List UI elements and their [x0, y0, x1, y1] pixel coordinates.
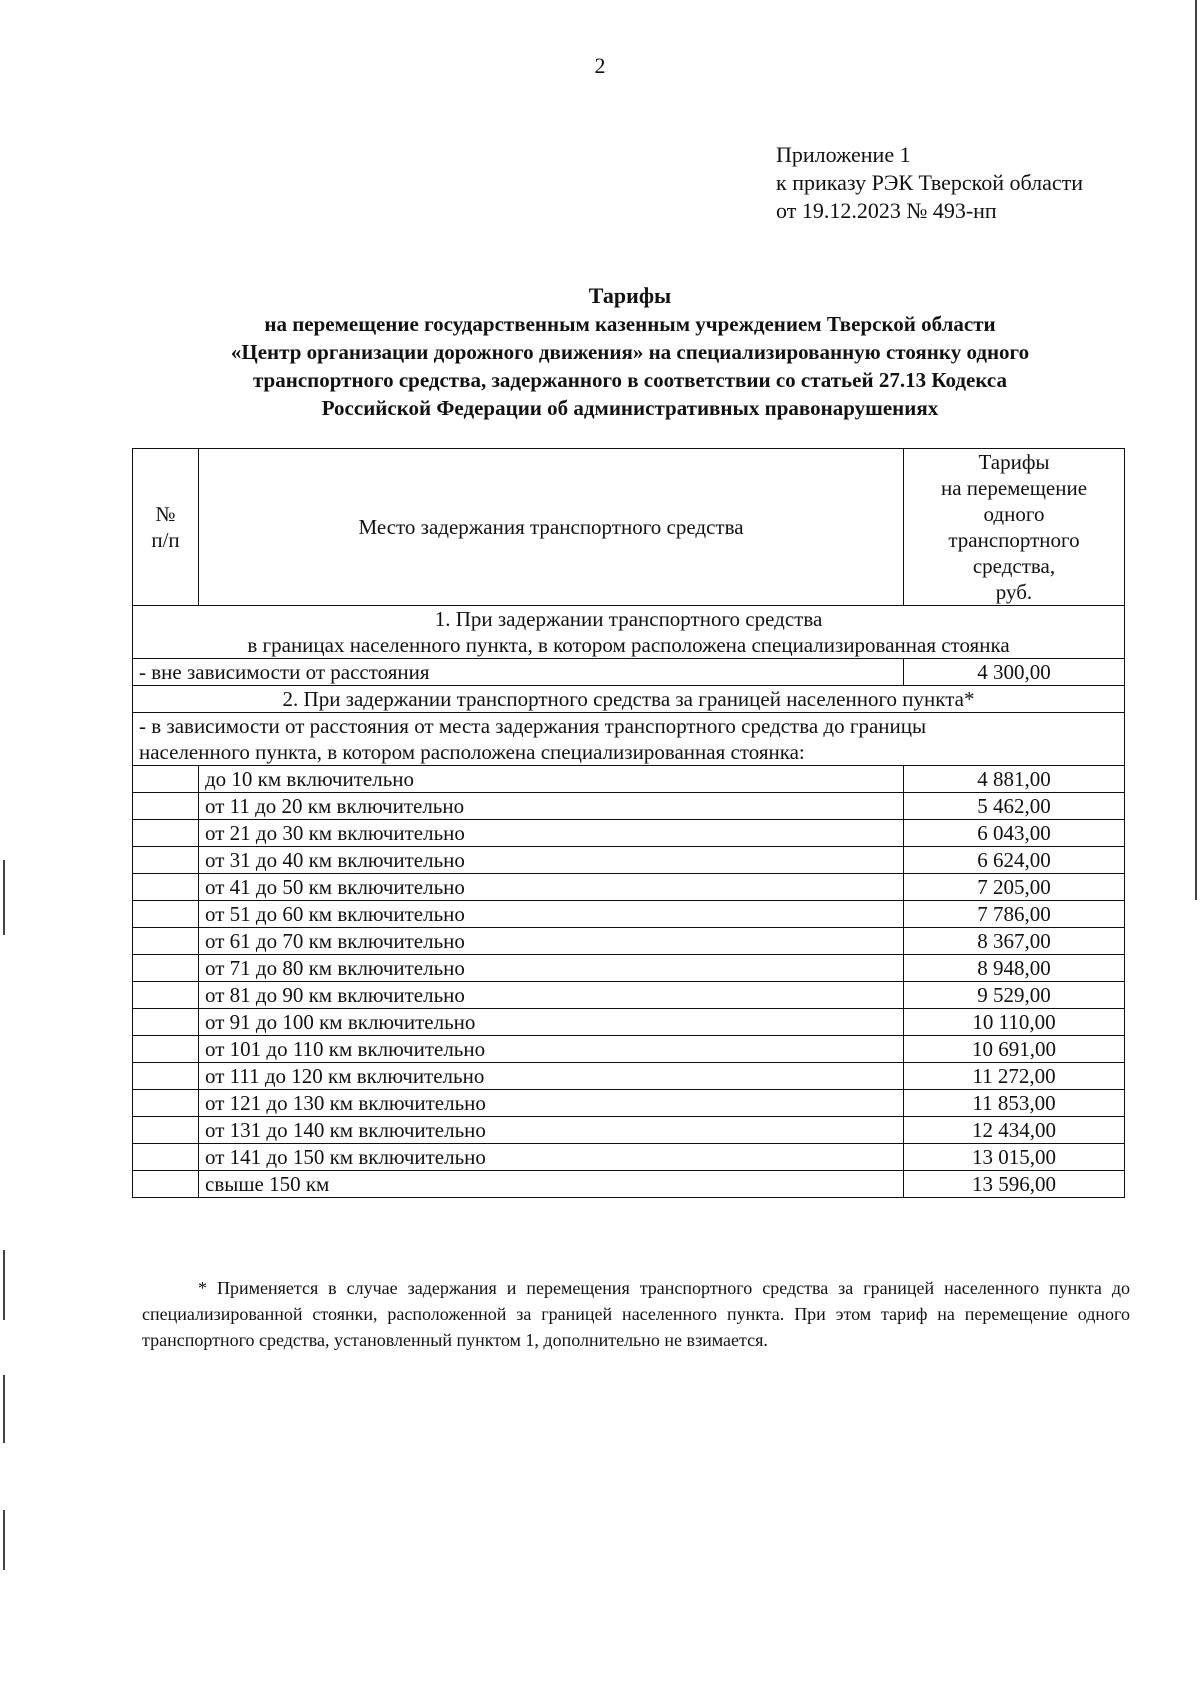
row-tariff-value: 11 272,00	[904, 1063, 1125, 1090]
row-distance-label: от 91 до 100 км включительно	[199, 1009, 904, 1036]
header-number	[133, 449, 199, 606]
section-2-note-line-1: - в зависимости от расстояния от места задержания транспортного средства до границы	[139, 714, 927, 738]
scan-edge-mark	[3, 860, 5, 935]
table-row	[133, 1036, 1125, 1063]
row-distance-label: до 10 км включительно	[199, 766, 904, 793]
table-row	[133, 1063, 1125, 1090]
row-distance-label: от 111 до 120 км включительно	[199, 1063, 904, 1090]
appendix-line-2: к приказу РЭК Тверской области	[776, 170, 1084, 195]
row-tariff-value: 10 691,00	[904, 1036, 1125, 1063]
row-tariff-value: 13 596,00	[904, 1171, 1125, 1198]
row-tariff-value: 12 434,00	[904, 1117, 1125, 1144]
section-1-row	[133, 659, 1125, 686]
row-tariff-value: 7 786,00	[904, 901, 1125, 928]
row-distance-label: от 71 до 80 км включительно	[199, 955, 904, 982]
row-number-cell	[133, 1009, 199, 1036]
row-tariff-value: 7 205,00	[904, 874, 1125, 901]
page-number: 2	[594, 53, 606, 78]
section-2-note	[133, 713, 1125, 766]
header-tariff-line: средства,	[972, 554, 1056, 578]
table-row	[133, 901, 1125, 928]
row-number-cell	[133, 793, 199, 820]
title-line-4: транспортного средства, задержанного в соответствии со статьей 27.13 Кодекса	[252, 368, 1008, 392]
table-row	[133, 1117, 1125, 1144]
row-number-cell	[133, 1063, 199, 1090]
row-tariff-value: 5 462,00	[904, 793, 1125, 820]
section-1-line-2: в границах населенного пункта, в котором расположена специализированная стоянка	[247, 633, 1010, 657]
scan-edge-mark	[3, 1510, 5, 1570]
table-row	[133, 1090, 1125, 1117]
table-row	[133, 955, 1125, 982]
row-distance-label: от 51 до 60 км включительно	[199, 901, 904, 928]
row-distance-label: от 131 до 140 км включительно	[199, 1117, 904, 1144]
row-number-cell	[133, 820, 199, 847]
row-distance-label: от 31 до 40 км включительно	[199, 847, 904, 874]
row-tariff-value: 8 948,00	[904, 955, 1125, 982]
row-number-cell	[133, 847, 199, 874]
header-number-abbr: п/п	[151, 528, 180, 552]
row-number-cell	[133, 901, 199, 928]
document-title	[140, 282, 1120, 422]
header-tariff-line: руб.	[995, 580, 1033, 604]
row-number-cell	[133, 1117, 199, 1144]
header-tariff-line: на перемещение	[940, 476, 1088, 500]
row-number-cell	[133, 1171, 199, 1198]
tariffs-table	[132, 448, 1125, 1198]
table-row	[133, 874, 1125, 901]
section-2-heading-row	[133, 686, 1125, 713]
scan-edge-mark	[1195, 0, 1197, 900]
row-distance-label: от 61 до 70 км включительно	[199, 928, 904, 955]
section-1-line-1: 1. При задержании транспортного средства	[434, 607, 823, 631]
header-number-symbol: №	[155, 502, 176, 526]
row-number-cell	[133, 955, 199, 982]
table-row	[133, 982, 1125, 1009]
row-distance-label: от 81 до 90 км включительно	[199, 982, 904, 1009]
title-line-2: на перемещение государственным казенным учреждением Тверской области	[264, 312, 996, 336]
row-number-cell	[133, 874, 199, 901]
row-number-cell	[133, 1036, 199, 1063]
title-line-3: «Центр организации дорожного движения» на специализированную стоянку одного	[230, 340, 1030, 364]
header-tariff-line: Тарифы	[978, 450, 1050, 474]
row-distance-label: от 41 до 50 км включительно	[199, 874, 904, 901]
row-distance-label: свыше 150 км	[199, 1171, 904, 1198]
appendix-line-3: от 19.12.2023 № 493-нп	[776, 198, 997, 223]
row-tariff-value: 4 881,00	[904, 766, 1125, 793]
section-1-row-label: - вне зависимости от расстояния	[133, 659, 904, 686]
header-tariff-line: транспортного	[948, 528, 1080, 552]
row-tariff-value: 6 624,00	[904, 847, 1125, 874]
scan-edge-mark	[3, 1250, 5, 1320]
section-1-row-value: 4 300,00	[904, 659, 1125, 686]
table-row	[133, 766, 1125, 793]
row-distance-label: от 21 до 30 км включительно	[199, 820, 904, 847]
header-tariff	[904, 449, 1125, 606]
table-row	[133, 1171, 1125, 1198]
row-number-cell	[133, 982, 199, 1009]
row-distance-label: от 121 до 130 км включительно	[199, 1090, 904, 1117]
table-header-row	[133, 449, 1125, 606]
row-distance-label: от 141 до 150 км включительно	[199, 1144, 904, 1171]
section-2-note-row	[133, 713, 1125, 766]
row-tariff-value: 9 529,00	[904, 982, 1125, 1009]
row-tariff-value: 6 043,00	[904, 820, 1125, 847]
row-distance-label: от 11 до 20 км включительно	[199, 793, 904, 820]
header-place: Место задержания транспортного средства	[199, 449, 904, 606]
row-number-cell	[133, 766, 199, 793]
row-number-cell	[133, 1144, 199, 1171]
appendix-block	[776, 141, 1083, 225]
table-row	[133, 820, 1125, 847]
table-row	[133, 1009, 1125, 1036]
appendix-line-1: Приложение 1	[776, 142, 911, 167]
table-row	[133, 928, 1125, 955]
row-tariff-value: 8 367,00	[904, 928, 1125, 955]
title-line-5: Российской Федерации об административных правонарушениях	[321, 396, 939, 420]
row-tariff-value: 10 110,00	[904, 1009, 1125, 1036]
section-1-heading-row	[133, 606, 1125, 659]
row-tariff-value: 11 853,00	[904, 1090, 1125, 1117]
section-2-heading: 2. При задержании транспортного средства за границей населенного пункта*	[133, 686, 1125, 713]
title-main: Тарифы	[588, 283, 672, 308]
table-row	[133, 1144, 1125, 1171]
table-row	[133, 793, 1125, 820]
section-1-heading	[133, 606, 1125, 659]
row-tariff-value: 13 015,00	[904, 1144, 1125, 1171]
footnote: * Применяется в случае задержания и перемещения транспортного средства за границей населенного пункта до специализированной стоянки, расположенной за границей населенного пункта. При этом тариф на перемещение одного транспортного средства, установленный пунктом 1, дополнительно не взимается.	[142, 1278, 1130, 1350]
row-distance-label: от 101 до 110 км включительно	[199, 1036, 904, 1063]
scan-edge-mark	[3, 1375, 5, 1443]
section-2-note-line-2: населенного пункта, в котором расположена специализированная стоянка:	[139, 740, 805, 764]
header-tariff-line: одного	[983, 502, 1045, 526]
row-number-cell	[133, 1090, 199, 1117]
row-number-cell	[133, 928, 199, 955]
table-row	[133, 847, 1125, 874]
